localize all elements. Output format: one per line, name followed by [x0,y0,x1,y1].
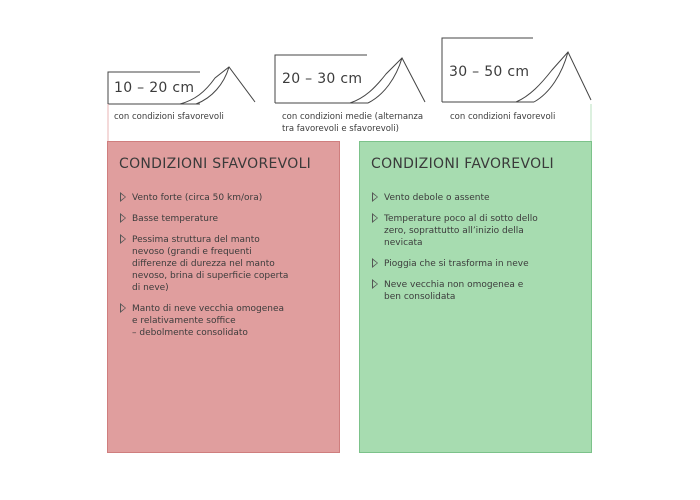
depth-caption-3: con condizioni favorevoli [450,112,556,122]
list-item [118,213,288,225]
list-item [370,192,538,204]
depth-range-3: 30 – 50 cm [449,64,530,80]
item-text: Pessima struttura del manto nevoso (grandi e frequenti differenze di durezza nel manto nevoso, brina di superficie coperta di neve) [132,235,289,293]
favorable-conditions-panel [359,141,592,453]
item-text: Temperature poco al di sotto dello zero, soprattutto all’inizio della nevicata [384,214,538,248]
panel-title: CONDIZIONI FAVOREVOLI [371,156,554,172]
unfavorable-conditions-panel [107,141,340,453]
item-text: Vento debole o assente [384,193,490,203]
triangle-bullet-icon [372,279,378,289]
triangle-bullet-icon [120,192,126,202]
depth-range-2: 20 – 30 cm [282,71,363,87]
panel-title: CONDIZIONI SFAVOREVOLI [119,156,312,172]
list-item [118,234,288,294]
item-text: Manto di neve vecchia omogenea e relativamente soffice – debolmente consolidato [132,304,285,338]
depth-caption-1: con condizioni sfavorevoli [114,112,224,122]
triangle-bullet-icon [120,234,126,244]
item-text: Basse temperature [132,214,219,224]
triangle-bullet-icon [372,213,378,223]
condition-list [370,192,538,312]
depth-range-1: 10 – 20 cm [114,80,195,96]
list-item [370,258,538,270]
condition-list [118,192,288,348]
list-item [118,303,288,339]
depth-caption-2: con condizioni medie (alternanza tra favorevoli e sfavorevoli) [282,112,424,134]
list-item [370,213,538,249]
triangle-bullet-icon [372,258,378,268]
item-text: Pioggia che si trasforma in neve [384,259,529,269]
item-text: Neve vecchia non omogenea e ben consolidata [384,280,524,302]
list-item [370,279,538,303]
item-text: Vento forte (circa 50 km/ora) [132,193,263,203]
list-item [118,192,288,204]
triangle-bullet-icon [120,303,126,313]
triangle-bullet-icon [120,213,126,223]
triangle-bullet-icon [372,192,378,202]
